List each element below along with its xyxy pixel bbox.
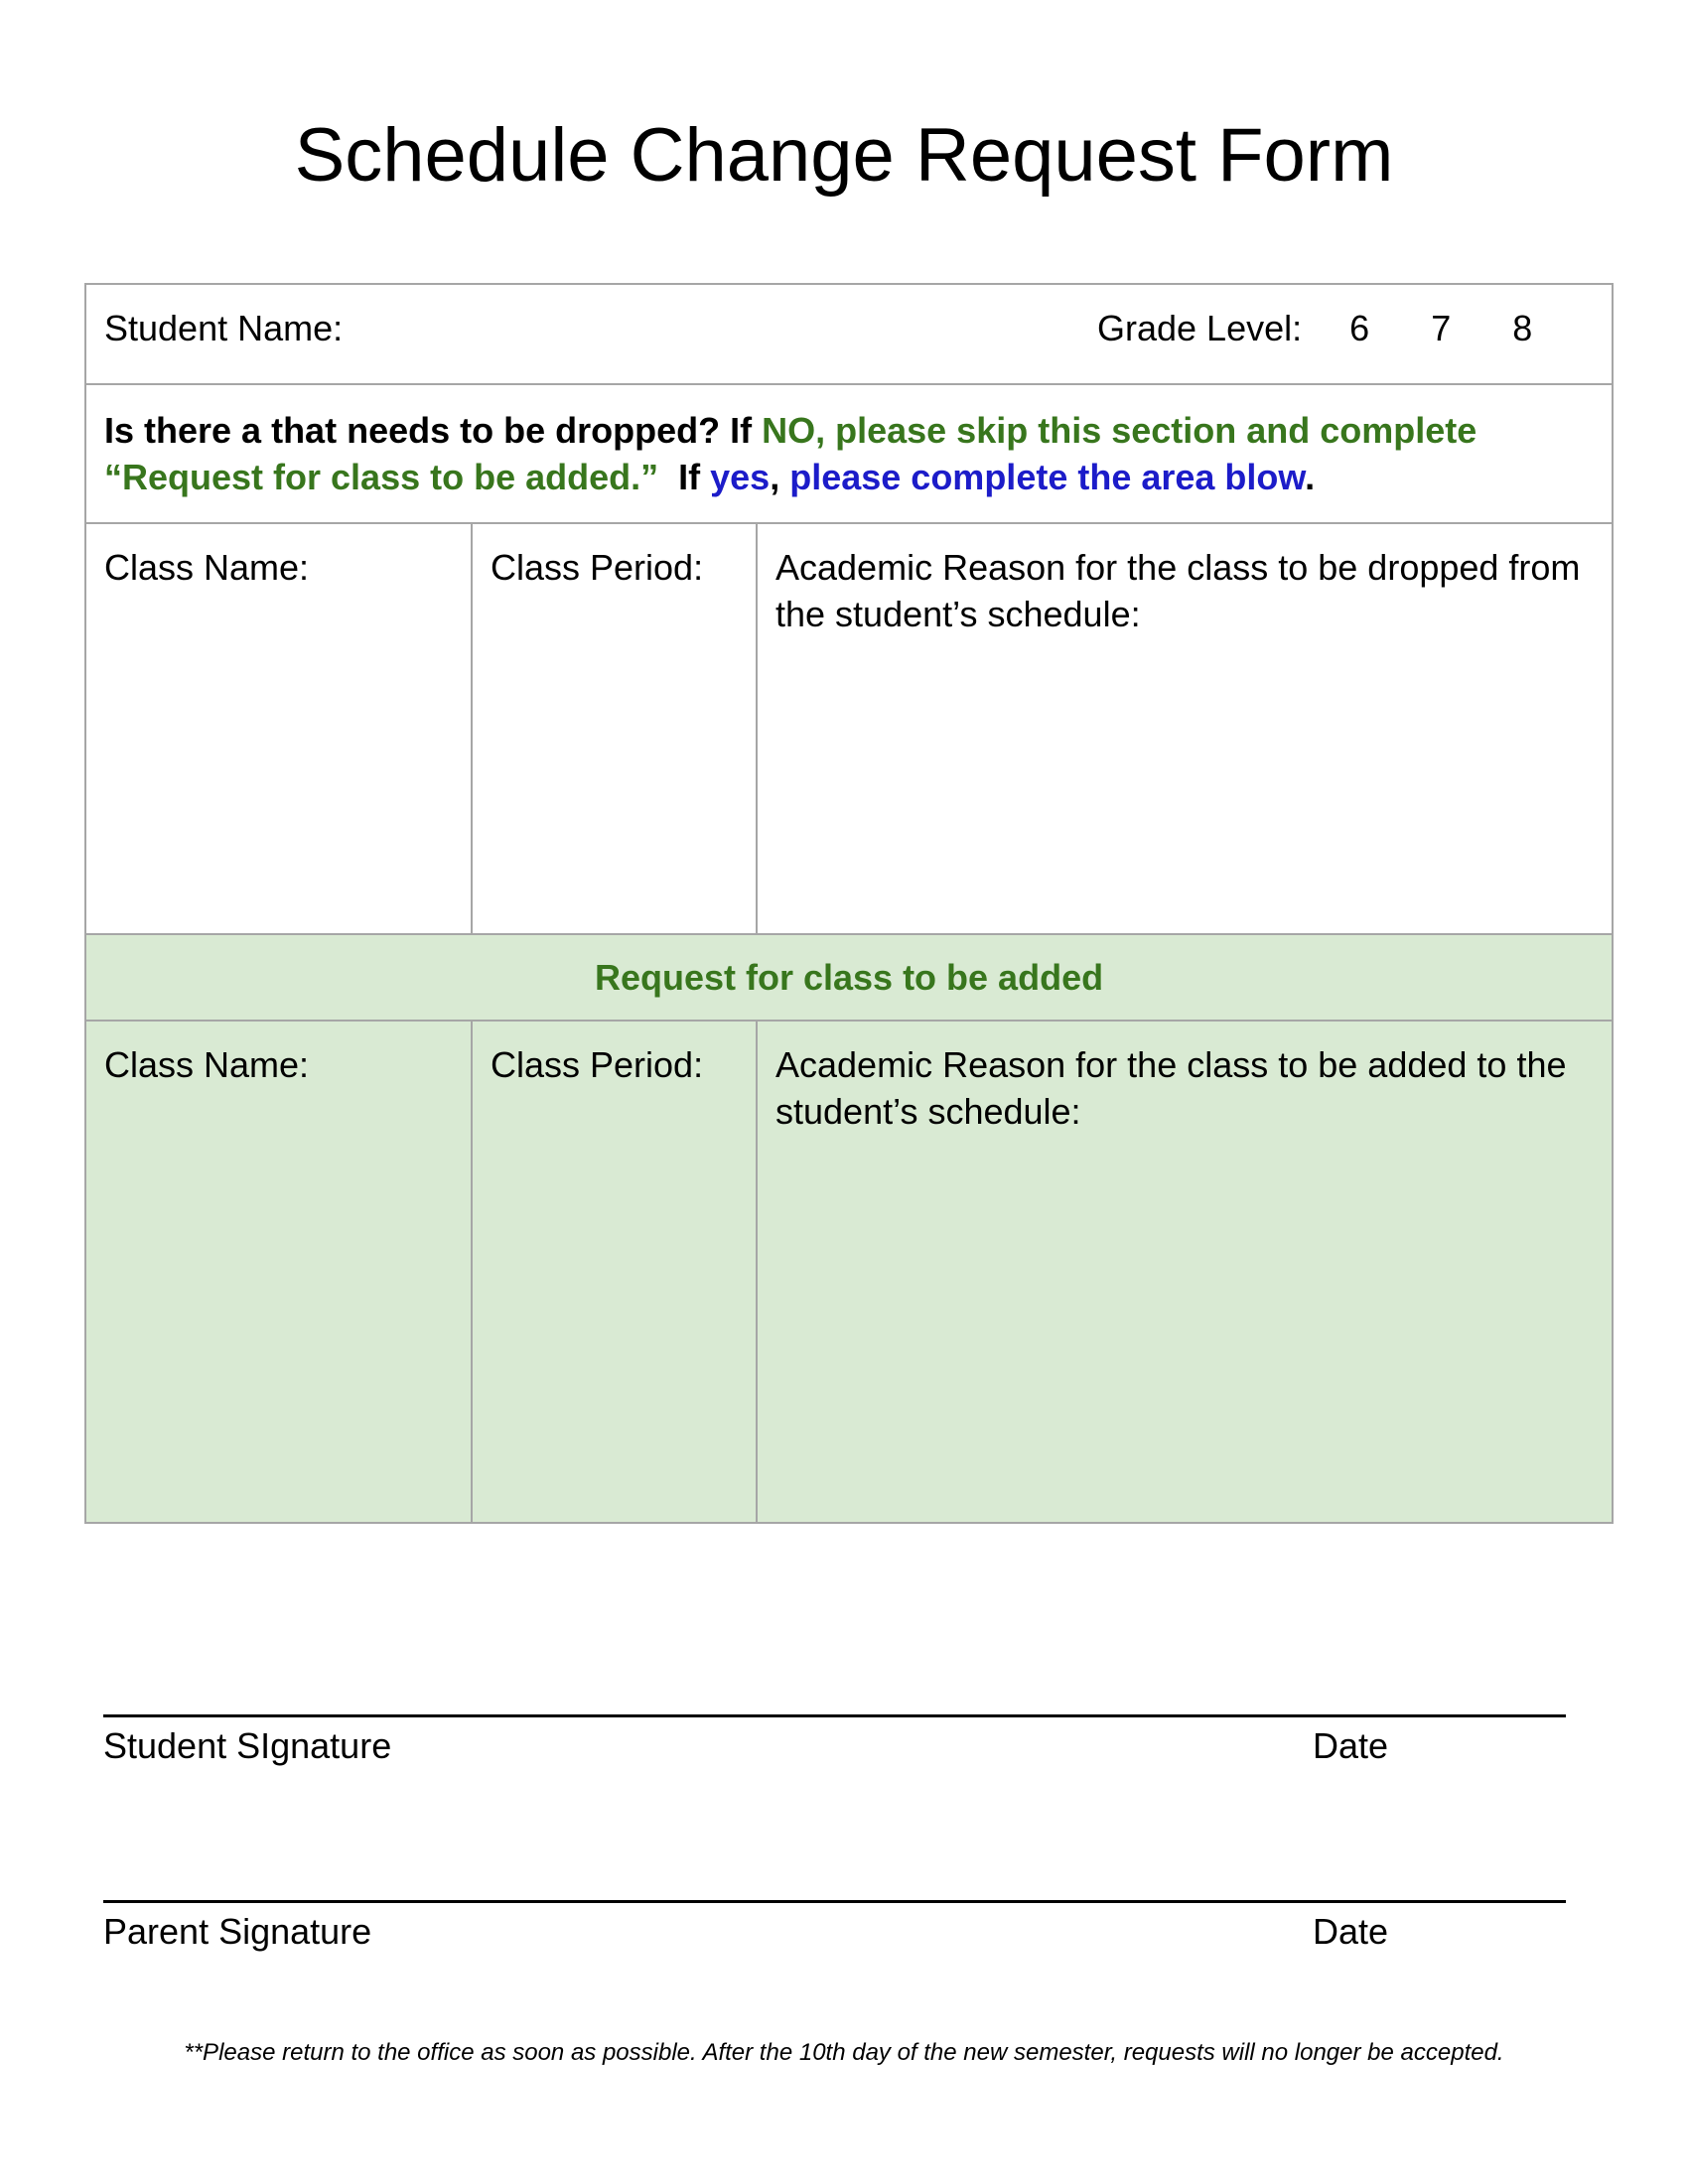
grade-option-8[interactable]: 8: [1512, 308, 1533, 348]
student-date-label: Date: [1313, 1725, 1389, 1766]
drop-reason-cell[interactable]: [757, 523, 1613, 934]
parent-signature-line[interactable]: [103, 1900, 1566, 1903]
add-class-row: [85, 1021, 1613, 1523]
drop-class-period-cell[interactable]: [472, 523, 757, 934]
drop-question-text: Is there a that needs to be dropped? If: [104, 410, 763, 451]
drop-class-period-label: Class Period:: [491, 547, 704, 588]
page-title: Schedule Change Request Form: [294, 113, 1394, 198]
student-signature-line[interactable]: [103, 1714, 1566, 1717]
parent-signature-label: Parent Signature: [103, 1911, 372, 1952]
drop-question-cell: [85, 384, 1613, 523]
add-class-period-label: Class Period:: [491, 1044, 704, 1085]
drop-class-name-label: Class Name:: [104, 547, 310, 588]
add-class-name-label: Class Name:: [104, 1044, 310, 1085]
drop-question-period: .: [1305, 457, 1316, 497]
drop-reason-label: Academic Reason for the class to be dropped from the student’s schedule:: [775, 547, 1581, 634]
footer-note: **Please return to the office as soon as possible. After the 10th day of the new semester, requests will no longer be accepted.: [184, 2039, 1504, 2066]
parent-date-label: Date: [1313, 1911, 1389, 1952]
drop-question-no-instruction: NO, please skip this section and complete “Request for class to be added.”: [104, 410, 1477, 497]
grade-level-group: [1097, 305, 1532, 351]
add-class-name-cell[interactable]: [85, 1021, 472, 1523]
student-info-row: [85, 284, 1613, 384]
student-info-cell[interactable]: [85, 284, 1613, 384]
schedule-change-form: [84, 283, 1614, 1524]
add-reason-cell[interactable]: [757, 1021, 1613, 1523]
parent-signature-block: [103, 1900, 1566, 1957]
student-name-label: Student Name:: [104, 308, 344, 348]
drop-question-row: [85, 384, 1613, 523]
drop-class-name-cell[interactable]: [85, 523, 472, 934]
grade-level-label: Grade Level:: [1097, 308, 1303, 348]
add-class-period-cell[interactable]: [472, 1021, 757, 1523]
add-section-header-row: [85, 934, 1613, 1021]
add-reason-label: Academic Reason for the class to be added to the student’s schedule:: [775, 1044, 1567, 1132]
drop-question-comma: ,: [770, 457, 790, 497]
grade-option-6[interactable]: 6: [1349, 308, 1370, 348]
drop-class-row: [85, 523, 1613, 934]
add-section-header: Request for class to be added: [85, 934, 1613, 1021]
drop-question-if: If: [658, 457, 711, 497]
drop-question-yes-instruction: please complete the area blow: [789, 457, 1306, 497]
student-signature-label: Student SIgnature: [103, 1725, 392, 1766]
student-signature-block: [103, 1714, 1566, 1771]
grade-option-7[interactable]: 7: [1431, 308, 1452, 348]
drop-question-yes: yes: [710, 457, 771, 497]
